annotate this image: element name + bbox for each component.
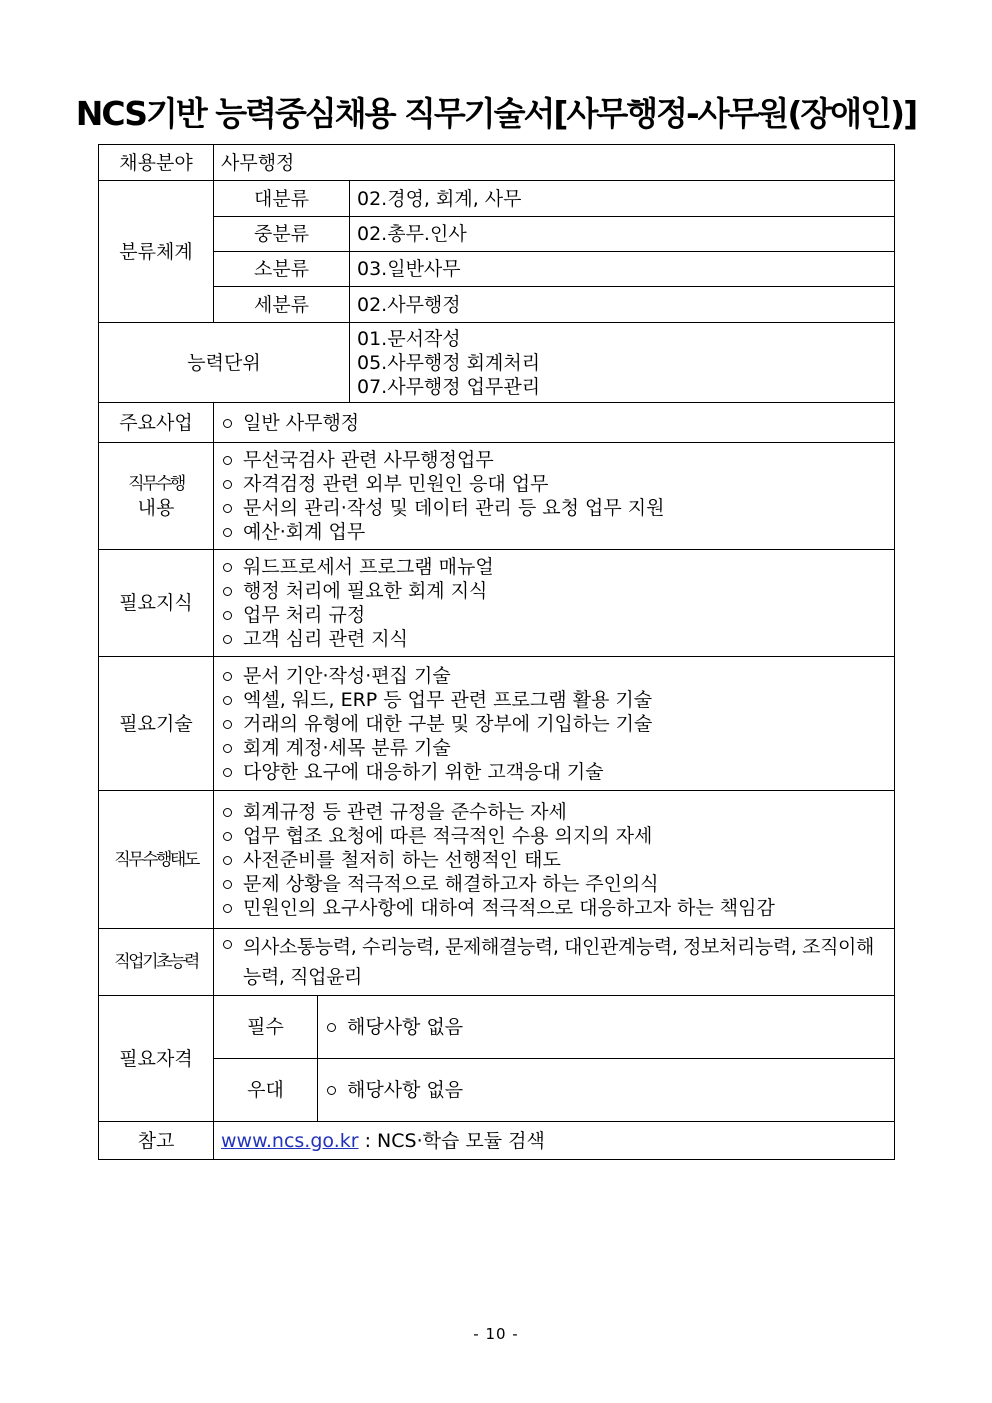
competency-item: 05.사무행정 회계처리	[357, 351, 541, 374]
list-item: 문서 기안·작성·편집 기술	[221, 664, 887, 688]
list-item: 다양한 요구에 대응하기 위한 고객응대 기술	[221, 760, 887, 784]
list-item: 문제 상황을 적극적으로 해결하고자 하는 주인의식	[221, 872, 887, 896]
middle-category-label: 중분류	[214, 217, 350, 252]
list-item: 거래의 유형에 대한 구분 및 장부에 기입하는 기술	[221, 712, 887, 736]
ncs-link[interactable]: www.ncs.go.kr	[221, 1129, 359, 1152]
qualification-label: 필요자격	[99, 996, 214, 1122]
competency-list	[350, 323, 895, 403]
competency-item: 07.사무행정 업무관리	[357, 375, 541, 398]
row-basic-ability	[99, 929, 895, 996]
list-item: 행정 처리에 필요한 회계 지식	[221, 579, 887, 603]
classification-label: 분류체계	[99, 181, 214, 323]
main-business-label: 주요사업	[99, 403, 214, 443]
list-item: 워드프로세서 프로그램 매뉴얼	[221, 555, 887, 579]
duties-content	[214, 443, 895, 550]
competency-item: 01.문서작성	[357, 327, 461, 350]
main-business-content	[214, 403, 895, 443]
job-description-table	[98, 144, 895, 1160]
reference-label: 참고	[99, 1122, 214, 1160]
row-skills	[99, 657, 895, 791]
minor-category-value: 03.일반사무	[350, 252, 895, 287]
detail-category-label: 세분류	[214, 287, 350, 323]
row-qualification-preferred	[99, 1059, 895, 1122]
reference-text: : NCS·학습 모듈 검색	[358, 1129, 545, 1152]
list-item: 해당사항 없음	[325, 1015, 887, 1039]
list-item: 고객 심리 관련 지식	[221, 627, 887, 651]
document-title: NCS기반 능력중심채용 직무기술서[사무행정-사무원(장애인)]	[75, 94, 917, 133]
row-attitude	[99, 791, 895, 929]
row-duties	[99, 443, 895, 550]
list-item: 무선국검사 관련 사무행정업무	[221, 448, 887, 472]
list-item: 업무 협조 요청에 따른 적극적인 수용 의지의 자세	[221, 824, 887, 848]
reference-content	[214, 1122, 895, 1160]
attitude-content	[214, 791, 895, 929]
list-item: 예산·회계 업무	[221, 520, 887, 544]
row-main-business	[99, 403, 895, 443]
page-number: - 10 -	[473, 1325, 519, 1343]
basic-ability-label: 직업기초능력	[99, 929, 214, 996]
minor-category-label: 소분류	[214, 252, 350, 287]
detail-category-value: 02.사무행정	[350, 287, 895, 323]
middle-category-value: 02.총무.인사	[350, 217, 895, 252]
knowledge-label: 필요지식	[99, 550, 214, 657]
list-item: 업무 처리 규정	[221, 603, 887, 627]
skills-content	[214, 657, 895, 791]
row-classification-detail	[99, 287, 895, 323]
row-classification-major	[99, 181, 895, 217]
preferred-label: 우대	[214, 1059, 318, 1122]
major-category-label: 대분류	[214, 181, 350, 217]
row-qualification-required	[99, 996, 895, 1059]
list-item: 회계규정 등 관련 규정을 준수하는 자세	[221, 800, 887, 824]
row-classification-middle	[99, 217, 895, 252]
row-knowledge	[99, 550, 895, 657]
list-item: 의사소통능력, 수리능력, 문제해결능력, 대인관계능력, 정보처리능력, 조직이해능력, 직업윤리	[221, 932, 887, 992]
list-item: 문서의 관리·작성 및 데이터 관리 등 요청 업무 지원	[221, 496, 887, 520]
duties-label	[99, 443, 214, 550]
list-item: 해당사항 없음	[325, 1078, 887, 1102]
list-item: 사전준비를 철저히 하는 선행적인 태도	[221, 848, 887, 872]
row-reference	[99, 1122, 895, 1160]
list-item: 엑셀, 워드, ERP 등 업무 관련 프로그램 활용 기술	[221, 688, 887, 712]
list-item: 회계 계정·세목 분류 기술	[221, 736, 887, 760]
field-label: 채용분야	[99, 145, 214, 181]
attitude-label: 직무수행태도	[99, 791, 214, 929]
duties-label-line2: 내용	[137, 497, 175, 519]
required-content	[318, 996, 895, 1059]
preferred-content	[318, 1059, 895, 1122]
row-competency	[99, 323, 895, 403]
knowledge-content	[214, 550, 895, 657]
basic-ability-content	[214, 929, 895, 996]
list-item: 일반 사무행정	[221, 411, 887, 435]
list-item: 자격검정 관련 외부 민원인 응대 업무	[221, 472, 887, 496]
row-field	[99, 145, 895, 181]
required-label: 필수	[214, 996, 318, 1059]
field-value: 사무행정	[214, 145, 895, 181]
duties-label-line1: 직무수행	[128, 474, 184, 494]
row-classification-minor	[99, 252, 895, 287]
major-category-value: 02.경영, 회계, 사무	[350, 181, 895, 217]
skills-label: 필요기술	[99, 657, 214, 791]
list-item: 민원인의 요구사항에 대하여 적극적으로 대응하고자 하는 책임감	[221, 896, 887, 920]
competency-label: 능력단위	[99, 323, 350, 403]
